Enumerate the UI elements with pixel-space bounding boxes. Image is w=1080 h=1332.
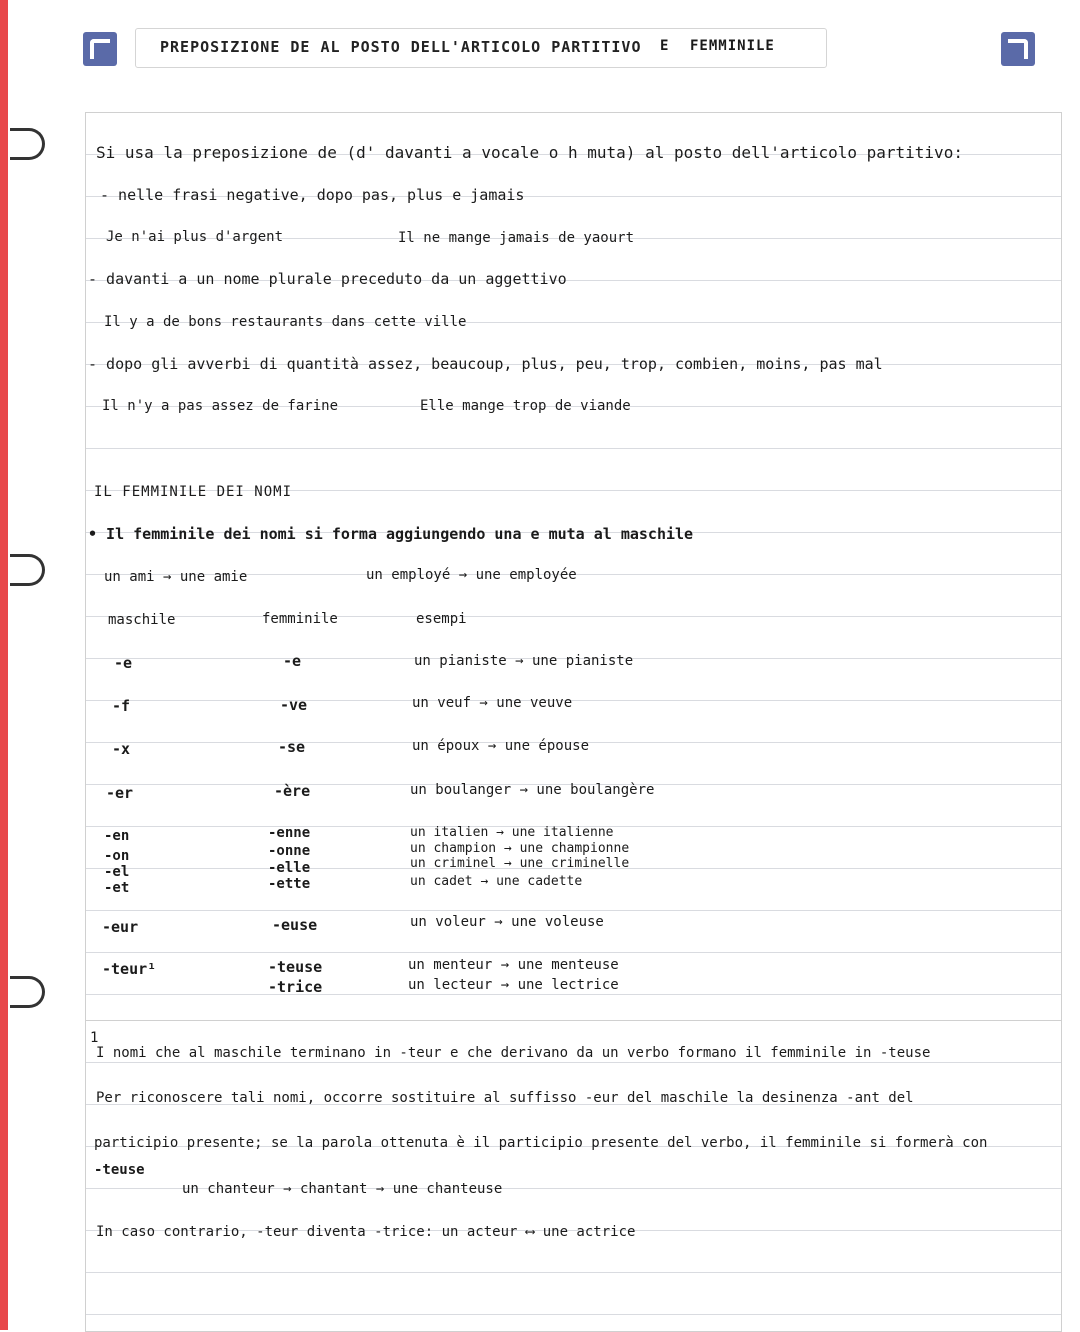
table-row-feminine: -enne [268, 825, 311, 841]
forward-button[interactable] [1001, 32, 1035, 66]
table-row-masculine: -teur¹ [102, 960, 157, 978]
footnote-line-3: participio presente; se la parola ottenuta è il participio presente del verbo, il femminile si formerà con [94, 1135, 988, 1151]
rule-3: - dopo gli avverbi di quantità assez, beaucoup, plus, peu, trop, combien, moins, pas mal [88, 355, 883, 373]
example-3b: Elle mange trop de viande [420, 398, 631, 414]
example-1b: Il ne mange jamais de yaourt [398, 230, 635, 246]
column-header-examples: esempi [416, 611, 467, 627]
table-row-feminine: -ette [268, 876, 311, 892]
table-row-masculine: -e [114, 654, 133, 672]
page-title: PREPOSIZIONE DE AL POSTO DELL'ARTICOLO PARTITIVO [160, 38, 642, 56]
forward-arrow-icon [1008, 39, 1028, 59]
feminine-example-1: un ami → une amie [104, 569, 248, 585]
table-row-example: un criminel → une criminelle [410, 856, 630, 871]
table-row-example: un champion → une championne [410, 841, 630, 856]
table-row-masculine: -el [104, 864, 130, 880]
table-row-example: un époux → une épouse [412, 738, 590, 754]
footnote-line-2: Per riconoscere tali nomi, occorre sostituire al suffisso -eur del maschile la desinenza -ant del [96, 1090, 914, 1106]
table-row-masculine: -on [104, 848, 130, 864]
table-row-feminine: -onne [268, 843, 311, 859]
table-row-masculine: -er [106, 784, 134, 802]
table-row-example: un italien → une italienne [410, 825, 614, 840]
table-row-feminine: -ère [274, 782, 311, 800]
binder-margin [0, 0, 8, 1330]
back-button[interactable] [83, 32, 117, 66]
rule-1: - nelle frasi negative, dopo pas, plus e jamais [100, 186, 525, 204]
table-row-feminine: -ve [280, 696, 308, 714]
footnote-marker: 1 [90, 1030, 99, 1046]
example-2a: Il y a de bons restaurants dans cette ville [104, 314, 467, 330]
column-header-feminine: femminile [262, 611, 338, 627]
table-row-masculine: -en [104, 828, 130, 844]
table-row-masculine: -f [112, 697, 131, 715]
binder-ring [10, 554, 45, 586]
footnote-example: un chanteur → chantant → une chanteuse [182, 1181, 503, 1197]
intro-text: Si usa la preposizione de (d' davanti a vocale o h muta) al posto dell'articolo partitivo: [96, 143, 963, 162]
table-row-feminine: -se [278, 738, 306, 756]
table-row-example: un cadet → une cadette [410, 874, 583, 889]
table-row-masculine: -eur [102, 918, 139, 936]
feminine-example-2: un employé → une employée [366, 567, 577, 583]
notebook-page-2 [85, 1020, 1062, 1332]
table-row-feminine: -elle [268, 860, 311, 876]
table-row-feminine: -euse [272, 916, 318, 934]
back-arrow-icon [90, 39, 110, 59]
footnote-line-1: I nomi che al maschile terminano in -teur e che derivano da un verbo formano il femminile in -teuse [96, 1045, 931, 1061]
table-row-example: un voleur → une voleuse [410, 914, 604, 930]
binder-ring [10, 128, 45, 160]
column-header-masculine: maschile [108, 612, 176, 628]
feminine-rule: • Il femminile dei nomi si forma aggiungendo una e muta al maschile [88, 525, 694, 543]
section-heading: IL FEMMINILE DEI NOMI [94, 484, 293, 500]
table-row-example: un veuf → une veuve [412, 695, 573, 711]
rule-2: - davanti a un nome plurale preceduto da un aggettivo [88, 270, 567, 288]
binder-ring [10, 976, 45, 1008]
example-1a: Je n'ai plus d'argent [106, 229, 284, 245]
table-row-feminine: -trice [268, 978, 323, 996]
table-row-masculine: -x [112, 740, 131, 758]
page-title-2: FEMMINILE [690, 38, 775, 54]
table-row-example: un menteur → une menteuse [408, 957, 619, 973]
title-separator: E [660, 38, 669, 54]
table-row-masculine: -et [104, 880, 130, 896]
table-row-example: un pianiste → une pianiste [414, 653, 634, 669]
table-row-example: un lecteur → une lectrice [408, 977, 619, 993]
example-3a: Il n'y a pas assez de farine [102, 398, 339, 414]
table-row-feminine: -e [283, 652, 302, 670]
table-row-feminine: -teuse [268, 958, 323, 976]
footnote-line-4: -teuse [94, 1162, 145, 1178]
table-row-example: un boulanger → une boulangère [410, 782, 655, 798]
footnote-last-line: In caso contrario, -teur diventa -trice: un acteur ⟷ une actrice [96, 1224, 636, 1240]
